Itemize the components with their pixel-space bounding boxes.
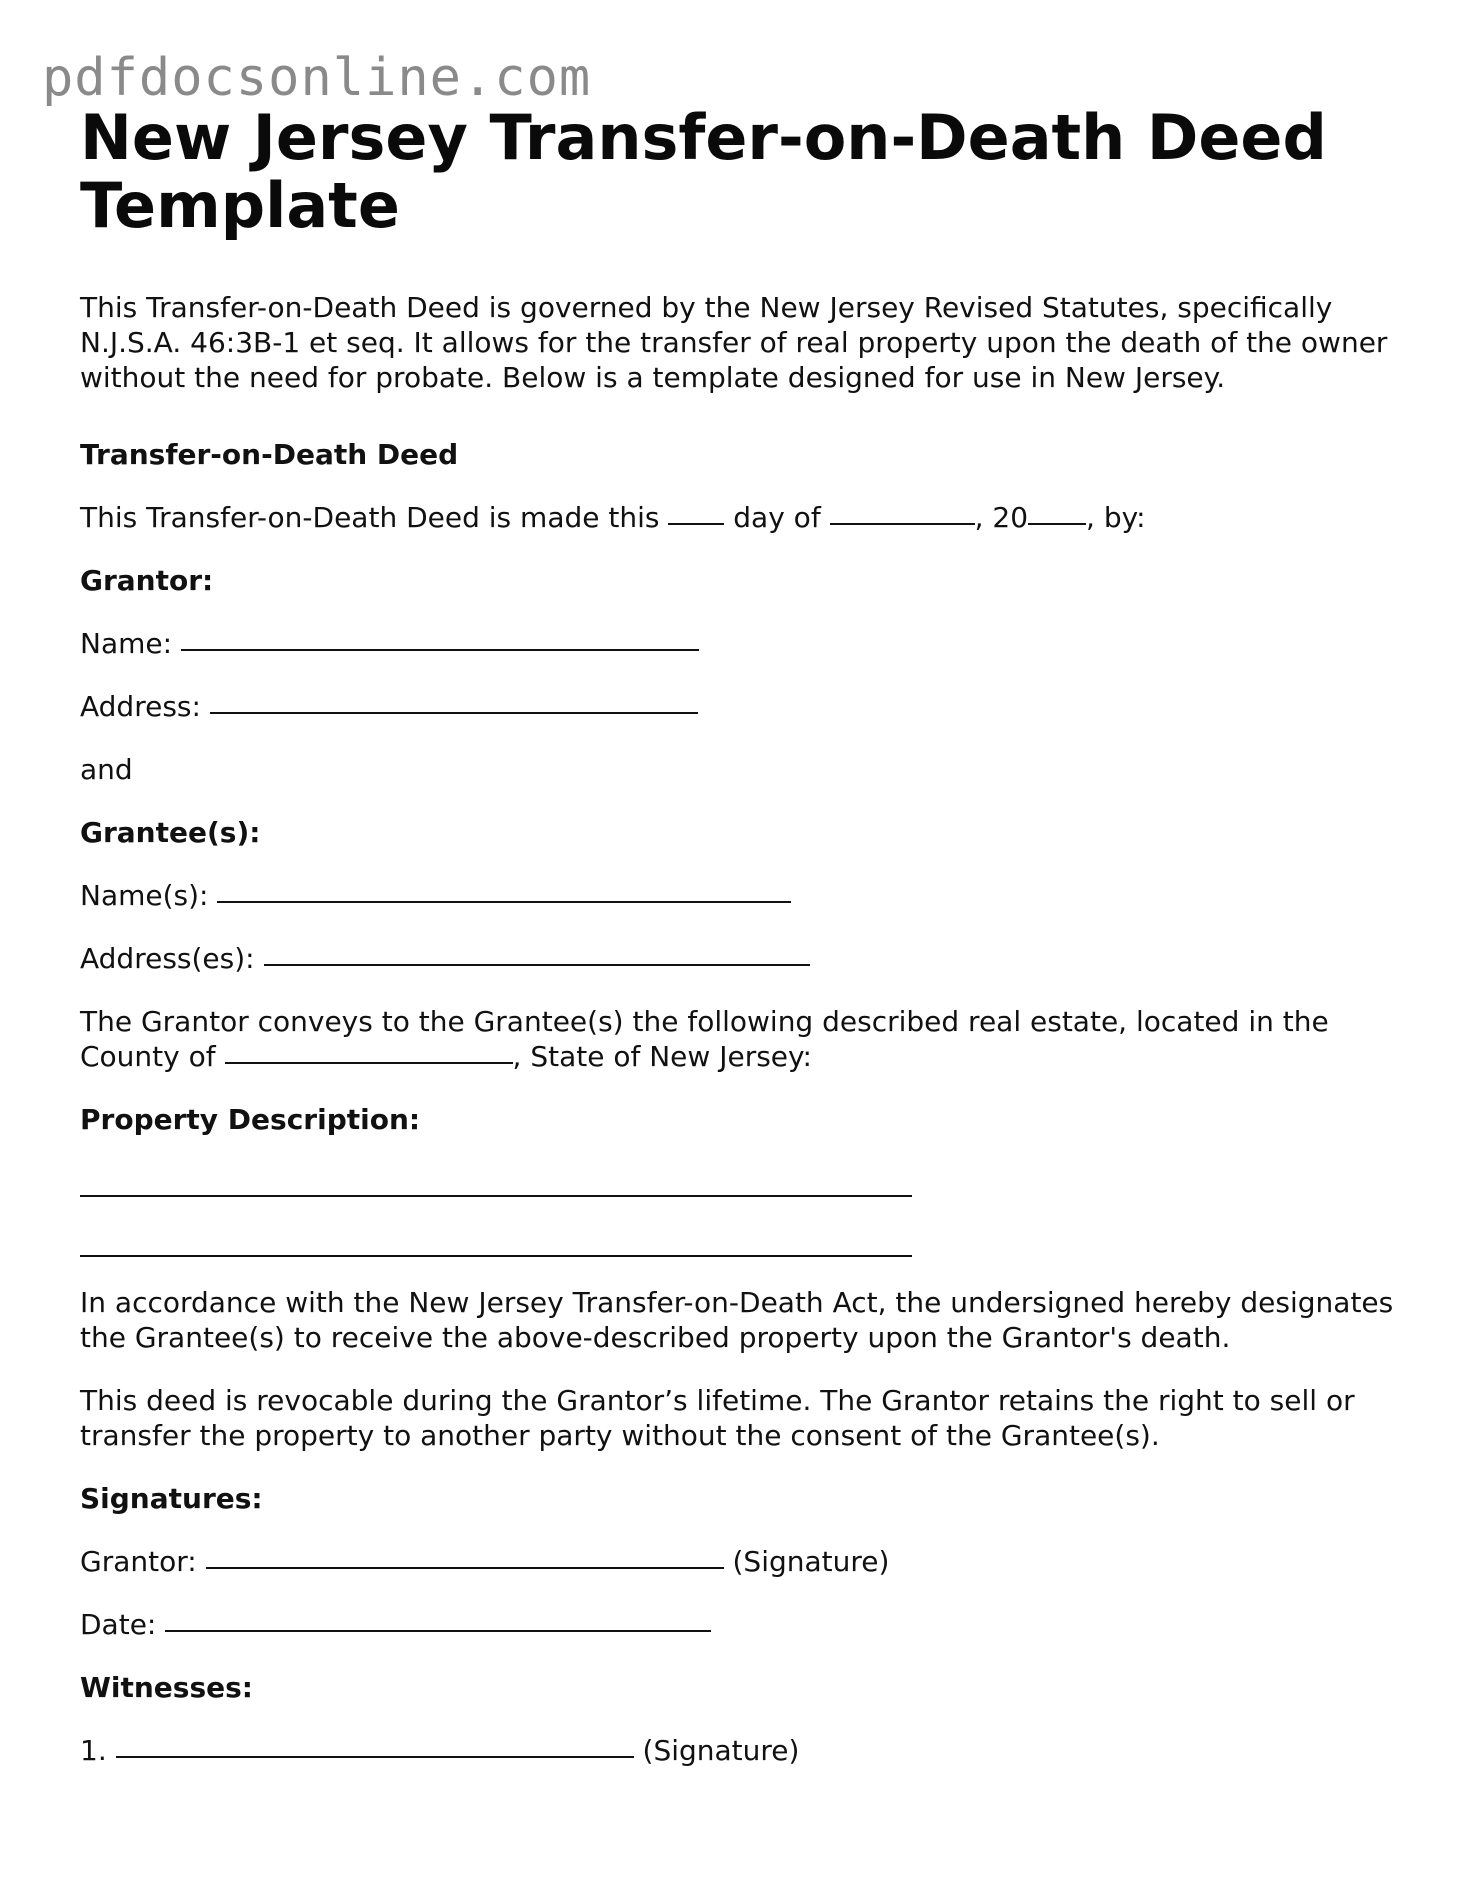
grantor-signature-line: Grantor: (Signature)	[80, 1545, 890, 1578]
grantor-signature-field[interactable]	[206, 1566, 724, 1569]
grantor-address-line: Address:	[80, 689, 1410, 724]
grantee-names-line: Name(s):	[80, 878, 1410, 913]
grantor-name-field[interactable]	[181, 648, 699, 651]
section-heading: Transfer-on-Death Deed	[80, 438, 459, 471]
day-blank[interactable]	[668, 522, 724, 525]
document-title: New Jersey Transfer-on-Death Deed Template	[80, 101, 1327, 242]
grantor-heading: Grantor:	[80, 564, 214, 597]
date-field[interactable]	[165, 1629, 711, 1632]
witness-1-line: 1. (Signature)	[80, 1734, 800, 1767]
date-line: Date:	[80, 1607, 1410, 1642]
grantor-name-line: Name:	[80, 626, 1410, 661]
and-text: and	[80, 753, 133, 786]
made-line: This Transfer-on-Death Deed is made this day of , 20 , by:	[80, 501, 1146, 534]
document-page	[80, 101, 1410, 1768]
property-description-line-1[interactable]	[80, 1167, 912, 1197]
county-field[interactable]	[225, 1061, 513, 1064]
witness-1-signature-field[interactable]	[116, 1755, 634, 1758]
watermark: pdfdocsonline.com	[42, 48, 592, 108]
property-heading: Property Description:	[80, 1103, 421, 1136]
signatures-heading: Signatures:	[80, 1482, 263, 1515]
witnesses-heading: Witnesses:	[80, 1671, 253, 1704]
conveys-paragraph: The Grantor conveys to the Grantee(s) the following described real estate, located in the County of , State of New Jersey:	[80, 1005, 1329, 1073]
grantee-addresses-line: Address(es):	[80, 941, 1410, 976]
intro-paragraph: This Transfer-on-Death Deed is governed by the New Jersey Revised Statutes, specifically N.J.S.A. 46:3B-1 et seq. It allows for the transfer of real property upon the death of the owner without the need for probate. Below is a template designed for use in New Jersey.	[80, 291, 1388, 394]
year-blank[interactable]	[1028, 522, 1086, 525]
revocable-paragraph: This deed is revocable during the Grantor’s lifetime. The Grantor retains the right to sell or transfer the property to another party without the consent of the Grantee(s).	[80, 1384, 1355, 1452]
month-blank[interactable]	[830, 522, 975, 525]
grantee-addresses-field[interactable]	[264, 963, 810, 966]
designation-paragraph: In accordance with the New Jersey Transfer-on-Death Act, the undersigned hereby designates the Grantee(s) to receive the above-described property upon the Grantor's death.	[80, 1286, 1394, 1354]
grantees-heading: Grantee(s):	[80, 816, 261, 849]
property-description-line-2[interactable]	[80, 1227, 912, 1257]
grantee-names-field[interactable]	[217, 900, 791, 903]
grantor-address-field[interactable]	[210, 711, 698, 714]
